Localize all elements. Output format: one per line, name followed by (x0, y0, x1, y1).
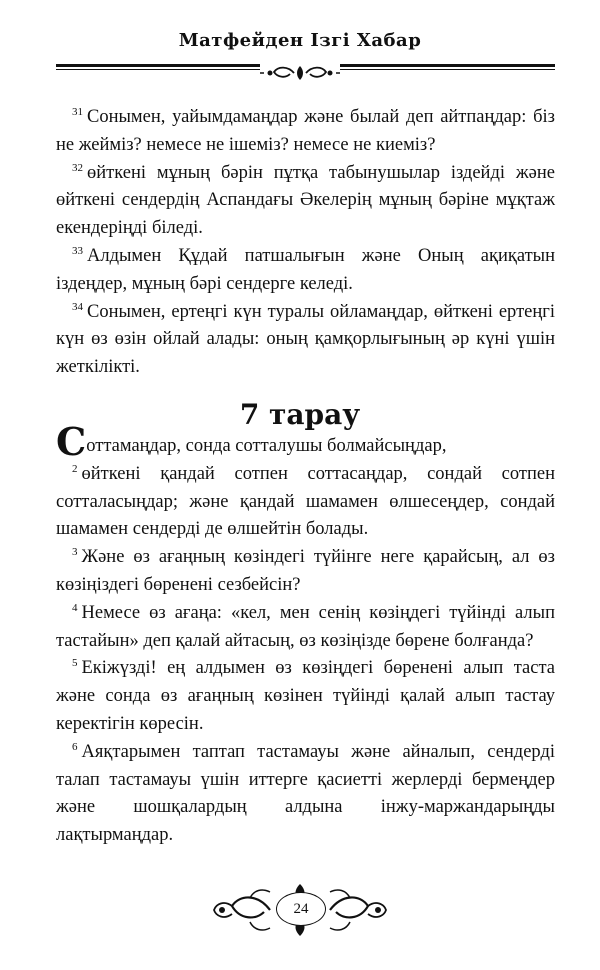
verse (56, 104, 555, 160)
page-number: 24 (276, 892, 326, 926)
verse-text: оттамаңдар, сонда сотталушы болмайсыңдар, (86, 436, 447, 456)
drop-cap: С (56, 419, 87, 464)
verse-number: 5 (72, 657, 78, 670)
verse-text: Екіжүзді! ең алдымен өз көзіңдегі бөренені алып таста және сонда өз ағаңның көзінен түйінді қалай алып тастау керектігін көресін. (56, 658, 555, 734)
verse-first (56, 419, 555, 464)
verse-number: 34 (72, 300, 83, 313)
verse-text: Алдымен Құдай патшалығын және Оның ақиқатын іздеңдер, мұның бәрі сендерге келеді. (56, 245, 555, 294)
verse (56, 160, 555, 243)
verse (56, 600, 555, 656)
book-title: Матфейден Ізгі Хабар (178, 30, 422, 51)
verse-text: Сонымен, ертеңгі күн туралы ойламаңдар, өйткені ертеңгі күн өз өзін ойлай алады: оның қамқорлығының әр күні үшін жеткілікті. (56, 301, 555, 378)
verse (56, 243, 555, 299)
verse-text: өйткені мұның бәрін пұтқа табынушылар іздейді және өйткені сендердің Аспандағы Әкелерің мұның бәріне мұқтаж екендеріңді біледі. (56, 162, 555, 239)
verse (56, 299, 555, 382)
verse-number: 32 (72, 161, 83, 174)
verse (56, 655, 555, 738)
verse-text: өйткені қандай сотпен соттасаңдар, сондай сотпен сотталасыңдар; және қандай шамамен өлшесеңдер, сондай шамамен сендерді де өлшейтін болады. (56, 463, 555, 540)
verse-text: Сонымен, уайымдамаңдар және былай деп айтпаңдар: біз не жейміз? немесе не ішеміз? немесе не киеміз? (56, 107, 555, 155)
verse-number: 31 (72, 106, 83, 118)
verse-number: 3 (72, 546, 78, 559)
verse (56, 461, 555, 544)
verse-text: Және өз ағаңның көзіндегі түйінге неге қарайсың, ал өз көзіңіздегі бөренені сезбейсін? (56, 547, 555, 595)
verse-number: 6 (72, 740, 78, 753)
verse-text: Аяқтарымен таптап тастамауы және айналып, сендерді талап тастамауы үшін иттерге қасиетті жерлерді бермеңдер және шошқалардың алдына інжу-маржандарыңды лақтырмаңдар. (56, 741, 555, 846)
verse-number: 33 (72, 244, 83, 257)
verse-number: 4 (72, 601, 78, 614)
verse-text: Немесе өз ағаңа: «кел, мен сенің көзіңдегі түйінді алып тастайын» деп қалай айтасың, өз көзіңізде бөрене болғанда? (56, 602, 555, 651)
chapter-heading: 7 тарау (239, 398, 361, 431)
verses-section-chapter-7 (56, 419, 555, 850)
verse (56, 544, 555, 600)
verse (56, 739, 555, 850)
verses-section-chapter-6-end (56, 104, 555, 382)
header-ornament-icon (260, 62, 340, 84)
verse-number: 2 (72, 462, 78, 475)
